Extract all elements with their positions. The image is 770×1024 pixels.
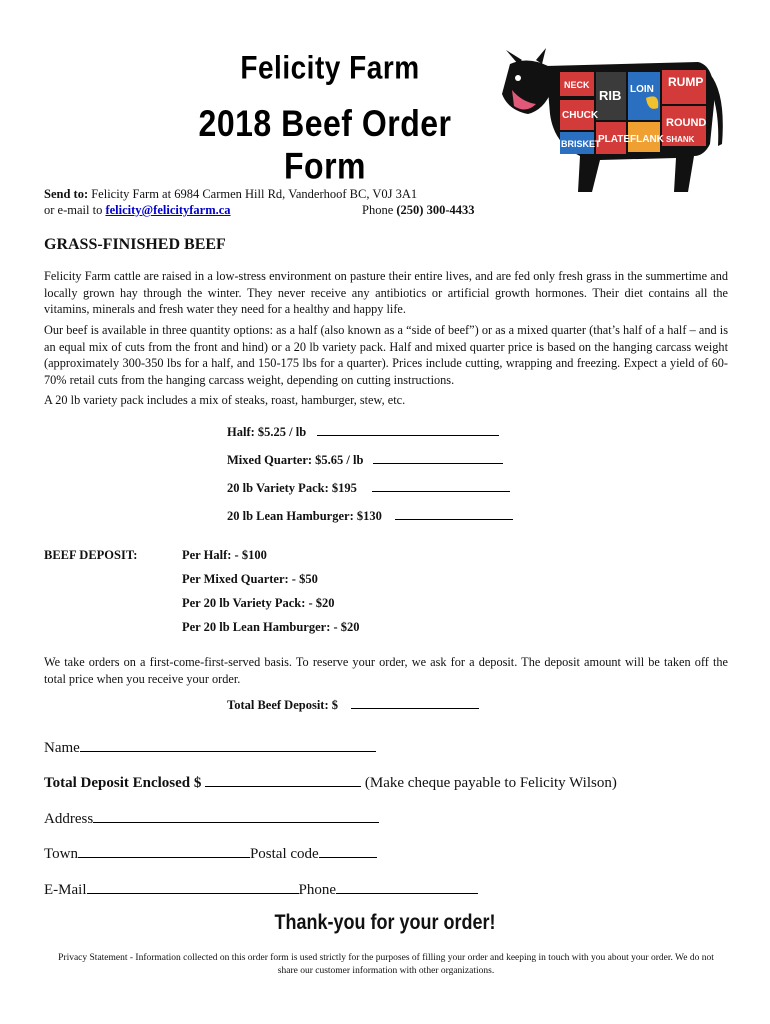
phone-line [362, 202, 475, 218]
price-lean-hamburger-blank[interactable] [395, 508, 513, 520]
cut-label-shank: SHANK [666, 135, 695, 144]
price-mixed-quarter-blank[interactable] [373, 452, 503, 464]
price-mixed-quarter-label: Mixed Quarter: $5.65 / lb [227, 453, 364, 467]
cut-label-round: ROUND [666, 117, 707, 129]
deposit-half: Per Half: - $100 [182, 548, 267, 562]
address-field [44, 808, 379, 828]
phone-input[interactable] [336, 879, 478, 894]
email-link[interactable]: felicity@felicityfarm.ca [105, 203, 231, 217]
cut-label-plate: PLATE [598, 134, 631, 145]
form-title: 2018 Beef Order Form [198, 102, 452, 187]
price-lean-hamburger-label: 20 lb Lean Hamburger: $130 [227, 509, 382, 523]
paragraph-cattle: Felicity Farm cattle are raised in a low-stress environment on pasture their entire lives, and are fed only fresh grass in the summertime and locally grown hay through the winter. They never receive any antibiotics or artificial growth hormones. Their diet contains all the vitamins, minerals and fresh water they need for a healthy and happy life. [44, 269, 728, 316]
beef-cuts-cow-illustration [488, 44, 728, 196]
address-input[interactable] [93, 808, 379, 823]
cut-label-loin: LOIN [630, 84, 654, 95]
price-variety-pack-blank[interactable] [372, 480, 510, 492]
total-beef-deposit-label: Total Beef Deposit: $ [227, 698, 338, 712]
name-label: Name [44, 740, 80, 756]
deposit-mixed-quarter: Per Mixed Quarter: - $50 [182, 572, 318, 586]
email-label: E-Mail [44, 882, 87, 898]
postal-code-label: Postal code [249, 846, 319, 862]
price-variety-pack-label: 20 lb Variety Pack: $195 [227, 481, 357, 495]
price-variety-pack [227, 480, 510, 496]
cow-horn-right [536, 48, 546, 64]
farm-name: Felicity Farm [240, 49, 420, 86]
paragraph-variety-pack: A 20 lb variety pack includes a mix of steaks, roast, hamburger, stew, etc. [44, 393, 406, 407]
thank-you-message: Thank-you for your order! [274, 909, 496, 934]
cow-eye [515, 75, 521, 81]
name-field [44, 737, 376, 757]
phone-field-label: Phone [298, 882, 336, 898]
cut-label-rump: RUMP [668, 75, 704, 89]
town-input[interactable] [78, 843, 250, 858]
deposit-note: We take orders on a first-come-first-served basis. To reserve your order, we ask for a deposit. The deposit amount will be taken off the total price when you receive your order. [44, 655, 728, 686]
total-beef-deposit [227, 697, 479, 713]
email-line [44, 202, 231, 218]
price-mixed-quarter [227, 452, 503, 468]
cut-label-flank: FLANK [630, 134, 664, 145]
postal-code-input[interactable] [319, 843, 377, 858]
price-lean-hamburger [227, 508, 513, 524]
phone-label: Phone [362, 203, 394, 217]
send-to-line [44, 186, 417, 202]
cheque-note: (Make cheque payable to Felicity Wilson) [364, 775, 617, 791]
privacy-statement: Privacy Statement - Information collected on this order form is used strictly for the purposes of filling your order and keeping in touch with you about your order. We do not share our customer information with other organizations. [58, 953, 714, 976]
town-label: Town [44, 846, 78, 862]
cut-label-rib: RIB [599, 88, 622, 103]
deposit-lean-hamburger: Per 20 lb Lean Hamburger: - $20 [182, 620, 360, 634]
cut-label-neck: NECK [564, 80, 590, 90]
email-input[interactable] [87, 879, 299, 894]
section-heading: GRASS-FINISHED BEEF [44, 236, 226, 253]
farm-address: Felicity Farm at 6984 Carmen Hill Rd, Vanderhoof BC, V0J 3A1 [91, 187, 418, 201]
cut-label-chuck: CHUCK [562, 110, 599, 121]
email-phone-field [44, 879, 478, 899]
total-enclosed-field [44, 772, 617, 792]
deposit-heading: BEEF DEPOSIT: [44, 548, 138, 562]
cut-loin [628, 72, 660, 120]
total-beef-deposit-blank[interactable] [351, 697, 479, 709]
price-half-label: Half: $5.25 / lb [227, 425, 307, 439]
name-input[interactable] [80, 737, 376, 752]
send-to-label: Send to: [44, 187, 89, 201]
email-prefix: or e-mail to [44, 203, 103, 217]
phone-number: (250) 300-4433 [396, 203, 475, 217]
paragraph-options: Our beef is available in three quantity options: as a half (also known as a “side of beef”) or as a mixed quarter (that’s half of a half – and is an equal mix of cuts from the front and hind) or a 20 lb variety pack. Half and mixed quarter price is based on the hanging carcass weight (approximately 300-350 lbs for a half, and 150-175 lbs for a quarter). Prices include cutting, wrapping and freezing. Expect a yield of 60-70% retail cuts from the hanging carcass weight, depending on cutting instructions. [44, 323, 728, 387]
price-half [227, 424, 499, 440]
cut-label-brisket: BRISKET [561, 139, 601, 149]
town-postal-field [44, 843, 377, 863]
address-label: Address [44, 811, 94, 827]
deposit-variety-pack: Per 20 lb Variety Pack: - $20 [182, 596, 335, 610]
total-enclosed-label: Total Deposit Enclosed $ [44, 775, 202, 791]
price-half-blank[interactable] [317, 424, 499, 436]
total-enclosed-input[interactable] [205, 772, 361, 787]
